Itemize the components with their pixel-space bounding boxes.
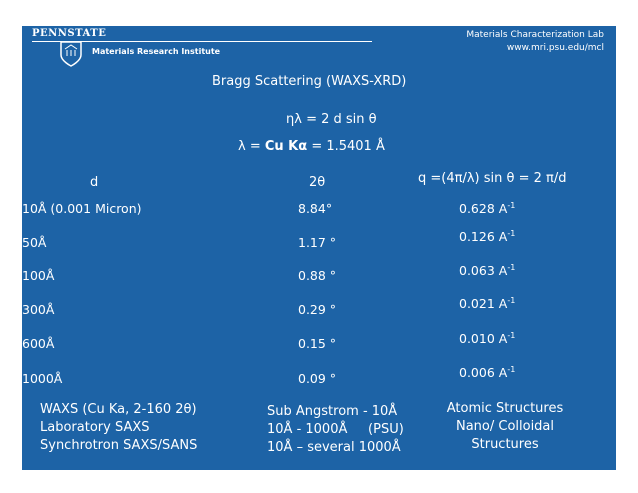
q-exponent: -1 bbox=[507, 365, 516, 374]
table-cell-q bbox=[459, 201, 515, 216]
table-cell-q bbox=[459, 365, 515, 380]
table-cell-two-theta: 0.88 ° bbox=[298, 268, 337, 283]
header-d: d bbox=[90, 175, 99, 190]
table-cell-two-theta: 0.29 ° bbox=[298, 302, 337, 317]
size-ranges-list: Sub Angstrom - 10Å 10Å - 1000Å (PSU) 10Å – several 1000Å bbox=[267, 404, 404, 455]
q-exponent: -1 bbox=[507, 263, 516, 272]
q-value: 0.010 A bbox=[459, 331, 508, 347]
table-cell-d: 600Å bbox=[22, 336, 55, 351]
table-cell-d: 100Å bbox=[22, 268, 55, 283]
table-cell-d: 10Å (0.001 Micron) bbox=[22, 201, 142, 216]
lab-url: www.mri.psu.edu/mcl bbox=[506, 43, 604, 53]
table-cell-two-theta: 8.84° bbox=[298, 201, 333, 216]
q-exponent: -1 bbox=[507, 229, 516, 238]
pennstate-logo-text: PENNSTATE bbox=[32, 28, 107, 39]
slide bbox=[22, 26, 616, 470]
q-value: 0.063 A bbox=[459, 263, 508, 279]
lambda-prefix: λ = bbox=[238, 139, 265, 154]
institute-name: Materials Research Institute bbox=[92, 47, 221, 56]
table-cell-d: 1000Å bbox=[22, 371, 63, 386]
slide-title: Bragg Scattering (WAXS-XRD) bbox=[212, 74, 407, 89]
q-value: 0.126 A bbox=[459, 229, 508, 245]
techniques-list: WAXS (Cu Ka, 2-160 2θ) Laboratory SAXS Synchrotron SAXS/SANS bbox=[40, 402, 198, 453]
structures-list: Atomic Structures Nano/ Colloidal Structures bbox=[446, 401, 564, 452]
q-value: 0.021 A bbox=[459, 296, 508, 312]
header-q: q =(4π/λ) sin θ = 2 π/d bbox=[418, 171, 567, 186]
lambda-source: Cu Kα bbox=[264, 139, 308, 154]
table-cell-q bbox=[459, 229, 515, 244]
q-exponent: -1 bbox=[507, 331, 516, 340]
shield-icon bbox=[60, 41, 82, 67]
table-cell-two-theta: 0.15 ° bbox=[298, 336, 337, 351]
table-cell-q bbox=[459, 331, 515, 346]
wavelength-equation bbox=[238, 139, 385, 154]
header-two-theta: 2θ bbox=[309, 175, 326, 190]
lambda-value: = 1.5401 Å bbox=[307, 139, 385, 154]
q-exponent: -1 bbox=[507, 201, 516, 210]
q-exponent: -1 bbox=[507, 296, 516, 305]
lab-name: Materials Characterization Lab bbox=[466, 30, 604, 40]
table-cell-two-theta: 1.17 ° bbox=[298, 235, 337, 250]
table-cell-q bbox=[459, 263, 515, 278]
table-cell-d: 300Å bbox=[22, 302, 55, 317]
q-value: 0.628 A bbox=[459, 201, 508, 217]
header-divider bbox=[32, 41, 372, 42]
q-value: 0.006 A bbox=[459, 365, 508, 381]
bragg-equation: ηλ = 2 d sin θ bbox=[286, 112, 377, 127]
table-cell-q bbox=[459, 296, 515, 311]
table-cell-two-theta: 0.09 ° bbox=[298, 371, 337, 386]
table-cell-d: 50Å bbox=[22, 235, 47, 250]
